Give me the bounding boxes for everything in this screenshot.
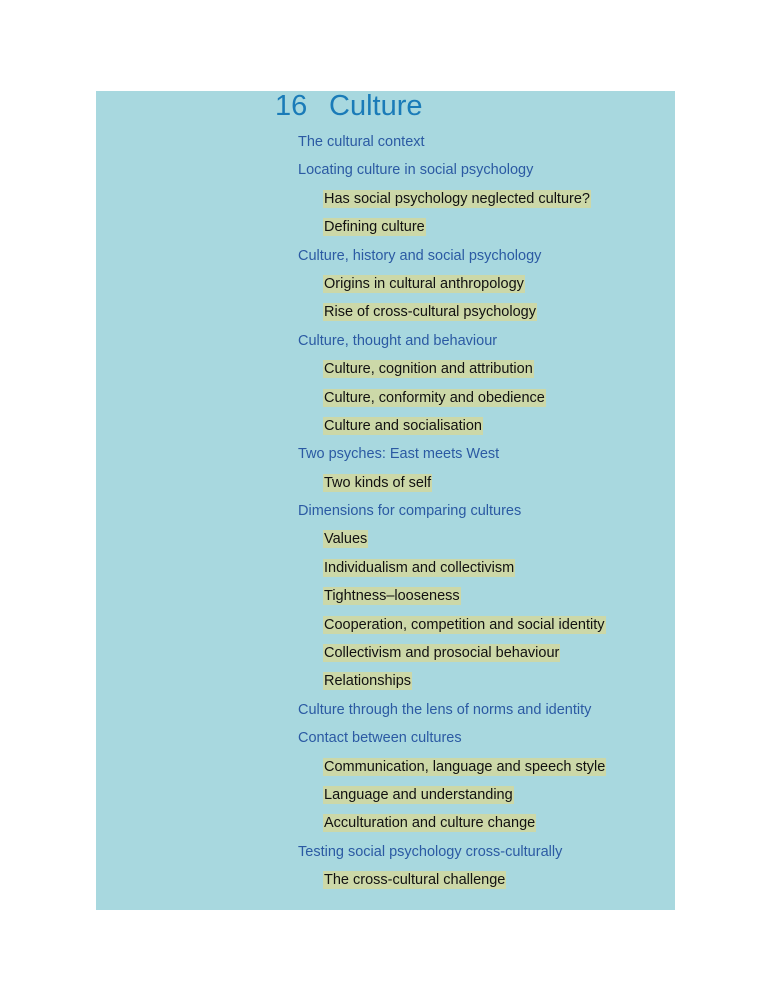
toc-subsection-item	[0, 866, 772, 894]
toc-subsection-label: The cross-cultural challenge	[324, 872, 506, 889]
toc-subsection-label: Culture, cognition and attribution	[324, 361, 533, 378]
toc-subsection-label: Culture and socialisation	[324, 417, 482, 434]
toc-subsection-label: Relationships	[324, 673, 412, 690]
toc-section-label: Dimensions for comparing cultures	[298, 503, 522, 520]
toc-section-link[interactable]	[0, 724, 772, 752]
toc-subsection-item	[0, 809, 772, 837]
toc-subsection-item	[0, 384, 772, 412]
toc-section-label: Testing social psychology cross-culturally	[298, 843, 563, 860]
toc-section-label: Contact between cultures	[298, 730, 462, 747]
toc-subsection-label: Rise of cross-cultural psychology	[324, 304, 536, 321]
toc-subsection-item	[0, 213, 772, 241]
toc-subsection-label: Values	[324, 531, 368, 548]
toc-subsection-label: Tightness–looseness	[324, 588, 460, 605]
toc-subsection-label: Has social psychology neglected culture?	[324, 190, 590, 207]
toc-section-label: Culture, history and social psychology	[298, 247, 542, 264]
toc-subsection-item	[0, 582, 772, 610]
toc-subsection-item	[0, 469, 772, 497]
toc-subsection-label: Two kinds of self	[324, 474, 432, 491]
toc-subsection-label: Communication, language and speech style	[324, 758, 606, 775]
toc-subsection-item	[0, 639, 772, 667]
toc-subsection-item	[0, 298, 772, 326]
toc-subsection-item	[0, 611, 772, 639]
toc-subsection-item	[0, 270, 772, 298]
toc-subsection-item	[0, 667, 772, 695]
toc-subsection-item	[0, 781, 772, 809]
toc-subsection-item	[0, 525, 772, 553]
toc-subsection-label: Culture, conformity and obedience	[324, 389, 545, 406]
toc-subsection-item	[0, 753, 772, 781]
toc-subsection-label: Collectivism and prosocial behaviour	[324, 645, 560, 662]
toc-subsection-label: Language and understanding	[324, 786, 513, 803]
toc-subsection-label: Individualism and collectivism	[324, 559, 515, 576]
chapter-number: 16	[275, 90, 308, 122]
toc-section-link[interactable]	[0, 128, 772, 156]
toc-subsection-label: Cooperation, competition and social identity	[324, 616, 605, 633]
toc-subsection-label: Origins in cultural anthropology	[324, 275, 524, 292]
toc-section-label: Culture, thought and behaviour	[298, 332, 498, 349]
toc-section-label: The cultural context	[298, 134, 425, 150]
toc-subsection-label: Acculturation and culture change	[324, 815, 536, 832]
chapter-title: Culture	[329, 90, 423, 122]
toc-section-link[interactable]	[0, 156, 772, 184]
toc-section-label: Locating culture in social psychology	[298, 162, 534, 179]
toc-section-link[interactable]	[0, 696, 772, 724]
chapter-heading	[275, 88, 423, 124]
toc-section-link[interactable]	[0, 497, 772, 525]
toc-subsection-item	[0, 185, 772, 213]
toc-section-link[interactable]	[0, 327, 772, 355]
table-of-contents	[0, 128, 772, 895]
toc-subsection-item	[0, 355, 772, 383]
toc-subsection-item	[0, 412, 772, 440]
toc-subsection-label: Defining culture	[324, 219, 425, 236]
toc-section-link[interactable]	[0, 440, 772, 468]
toc-section-link[interactable]	[0, 838, 772, 866]
toc-section-link[interactable]	[0, 242, 772, 270]
toc-section-label: Culture through the lens of norms and identity	[298, 701, 592, 718]
toc-section-label: Two psyches: East meets West	[298, 446, 500, 463]
toc-subsection-item	[0, 554, 772, 582]
